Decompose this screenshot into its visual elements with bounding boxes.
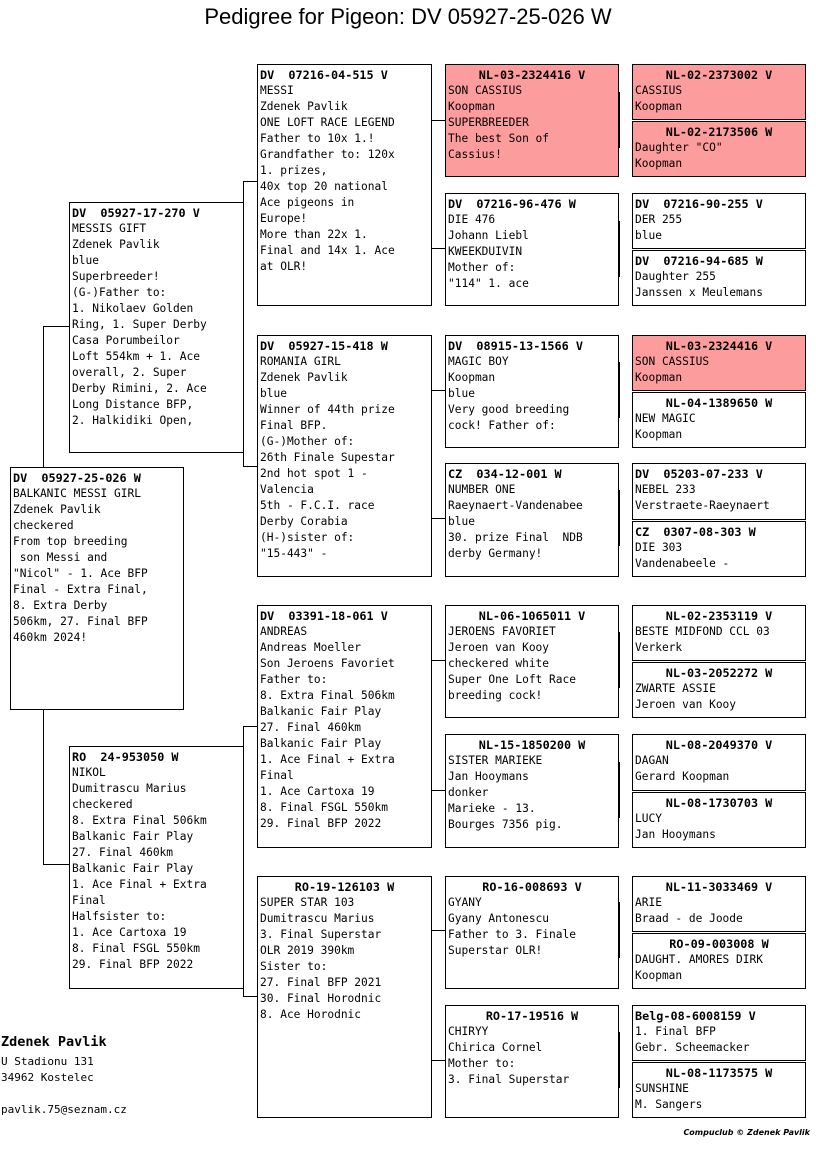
note: 27. Final BFP 2021 xyxy=(260,976,382,989)
name: LUCY xyxy=(635,812,662,825)
note: Father to: xyxy=(260,673,328,686)
note: 5th - F.C.I. race xyxy=(260,499,375,512)
breeder: Gerard Koopman xyxy=(635,770,730,783)
note: 3. Final Superstar xyxy=(448,1073,570,1086)
breeder: Dumitrascu Marius xyxy=(72,782,187,795)
breeder: Koopman xyxy=(448,371,496,384)
ring-number: DV 07216-90-255 V xyxy=(635,197,763,211)
breeder: Zdenek Pavlik xyxy=(72,238,160,251)
ancestor-card[interactable] xyxy=(632,876,806,932)
note: Father to 10x 1.! xyxy=(260,132,375,145)
note: 2. Halkidiki Open, xyxy=(72,414,194,427)
breeder: Vandenabeele - xyxy=(635,557,730,570)
ring-number: NL-03-2324416 V xyxy=(478,68,586,82)
connector xyxy=(43,864,70,865)
note: 1. Ace Cartoxa 19 xyxy=(72,926,187,939)
connector xyxy=(431,390,445,391)
breeder: Gebr. Scheemacker xyxy=(635,1041,750,1054)
breeder: Jeroen van Kooy xyxy=(635,698,737,711)
father-card[interactable] xyxy=(69,202,244,453)
ancestor-card[interactable] xyxy=(632,933,806,989)
ring-number: RO-17-19516 W xyxy=(485,1009,579,1023)
note: 1. Ace Cartoxa 19 xyxy=(260,785,375,798)
note: Derby Corabia xyxy=(260,515,348,528)
breeder: Koopman xyxy=(448,100,496,113)
name: DIE 303 xyxy=(635,541,683,554)
note: "114" 1. ace xyxy=(448,277,529,290)
ring-number: DV 05927-25-026 W xyxy=(13,471,141,485)
connector xyxy=(431,930,445,931)
note: Marieke - 13. xyxy=(448,802,536,815)
note: Long Distance BFP, xyxy=(72,398,194,411)
ring-number: DV 05927-17-270 V xyxy=(72,206,200,220)
name: SUPER STAR 103 xyxy=(260,896,355,909)
ring-number: RO-09-003008 W xyxy=(669,937,769,951)
note: 8. Final FSGL 550km xyxy=(260,801,388,814)
great-grandparent-card[interactable] xyxy=(445,876,619,989)
ring-number: NL-02-2373002 V xyxy=(665,68,773,82)
color: blue xyxy=(635,229,662,242)
note: 8. Extra Final 506km xyxy=(260,689,395,702)
breeder: Zdenek Pavlik xyxy=(260,371,348,384)
note: Final xyxy=(72,894,106,907)
color: checkered xyxy=(72,798,133,811)
connector xyxy=(43,326,44,468)
color: checkered white xyxy=(448,657,550,670)
note: The best Son of xyxy=(448,132,550,145)
note: (H-)sister of: xyxy=(260,531,355,544)
software-credit: Compuclub © Zdenek Pavlik xyxy=(683,1128,810,1137)
note: son Messi and xyxy=(13,551,108,564)
note: Father to 3. Finale xyxy=(448,928,576,941)
grandparent-card[interactable] xyxy=(257,64,432,306)
name: MAGIC BOY xyxy=(448,355,509,368)
connector xyxy=(431,518,445,519)
connector xyxy=(243,181,258,182)
note: Mother of: xyxy=(448,261,516,274)
ring-number: NL-03-2324416 V xyxy=(665,339,773,353)
note: Son Jeroens Favoriet xyxy=(260,657,395,670)
ring-number: RO-19-126103 W xyxy=(294,880,395,894)
note: Balkanic Fair Play xyxy=(72,862,194,875)
great-grandparent-card[interactable] xyxy=(445,193,619,306)
breeder: Raeynaert-Vandenabee xyxy=(448,499,583,512)
color: blue xyxy=(448,515,475,528)
ring-number: DV 07216-96-476 W xyxy=(448,197,576,211)
name: SISTER MARIEKE xyxy=(448,754,543,767)
note: 30. Final Horodnic xyxy=(260,992,382,1005)
name: ZWARTE ASSIE xyxy=(635,682,716,695)
connector xyxy=(431,790,445,791)
note: derby Germany! xyxy=(448,547,543,560)
ring-number: DV 03391-18-061 V xyxy=(260,609,388,623)
ring-number: DV 05203-07-233 V xyxy=(635,467,763,481)
breeder-street: U Stadionu 131 xyxy=(1,1055,94,1068)
name: CHIRYY xyxy=(448,1025,489,1038)
color: blue xyxy=(72,254,99,267)
name: CASSIUS xyxy=(635,84,683,97)
name: ARIE xyxy=(635,896,662,909)
color: donker xyxy=(448,786,489,799)
name: Daughter "CO" xyxy=(635,141,723,154)
ancestor-card[interactable] xyxy=(632,792,806,848)
note: 1. Ace Final + Extra xyxy=(260,753,395,766)
note: Mother to: xyxy=(448,1057,516,1070)
note: Casa Porumbeilor xyxy=(72,334,180,347)
name: NUMBER ONE xyxy=(448,483,516,496)
subject-pigeon-card[interactable] xyxy=(10,467,184,710)
name: NEBEL 233 xyxy=(635,483,696,496)
note: at OLR! xyxy=(260,260,308,273)
note: 8. Ace Horodnic xyxy=(260,1008,362,1021)
name: 1. Final BFP xyxy=(635,1025,716,1038)
ancestor-card[interactable] xyxy=(632,734,806,791)
breeder-email[interactable]: pavlik.75@seznam.cz xyxy=(1,1103,127,1116)
note: OLR 2019 390km xyxy=(260,944,355,957)
breeder: Koopman xyxy=(635,371,683,384)
note: Superbreeder! xyxy=(72,270,160,283)
name: NIKOL xyxy=(72,766,106,779)
note: cock! Father of: xyxy=(448,419,556,432)
ancestor-card[interactable] xyxy=(632,64,806,120)
note: (G-)Father to: xyxy=(72,286,167,299)
note: 1. Ace Final + Extra xyxy=(72,878,207,891)
ring-number: CZ 0307-08-303 W xyxy=(635,525,756,539)
breeder: Jeroen van Kooy xyxy=(448,641,550,654)
name: MESSI xyxy=(260,84,294,97)
ring-number: DV 08915-13-1566 V xyxy=(448,339,583,353)
breeder: Dumitrascu Marius xyxy=(260,912,375,925)
connector xyxy=(431,660,445,661)
ring-number: NL-06-1065011 V xyxy=(478,609,586,623)
note: From top breeding xyxy=(13,535,128,548)
connector xyxy=(243,466,258,467)
breeder-name: Zdenek Pavlik xyxy=(1,1034,107,1050)
note: 30. prize Final NDB xyxy=(448,531,583,544)
note: 8. Extra Derby xyxy=(13,599,108,612)
note: SUPERBREEDER xyxy=(448,116,529,129)
ring-number: RO 24-953050 W xyxy=(72,750,179,764)
note: More than 22x 1. xyxy=(260,228,368,241)
breeder: Jan Hooymans xyxy=(448,770,529,783)
note: Derby Rimini, 2. Ace xyxy=(72,382,207,395)
note: Cassius! xyxy=(448,148,502,161)
note: Very good breeding xyxy=(448,403,570,416)
note: 29. Final BFP 2022 xyxy=(72,958,194,971)
note: 27. Final 460km xyxy=(260,721,362,734)
grandparent-card[interactable] xyxy=(257,876,432,1118)
name: BESTE MIDFOND CCL 03 xyxy=(635,625,770,638)
ancestor-card[interactable] xyxy=(632,521,806,577)
connector xyxy=(619,221,620,277)
note: 26th Finale Supestar xyxy=(260,451,395,464)
note: Super One Loft Race xyxy=(448,673,576,686)
note: 27. Final 460km xyxy=(72,846,174,859)
note: breeding cock! xyxy=(448,689,543,702)
connector xyxy=(43,709,44,864)
ring-number: DV 05927-15-418 W xyxy=(260,339,388,353)
note: Ace pigeons in xyxy=(260,196,355,209)
note: Europe! xyxy=(260,212,308,225)
note: "Nicol" - 1. Ace BFP xyxy=(13,567,148,580)
note: Final and 14x 1. Ace xyxy=(260,244,395,257)
ring-number: NL-08-1730703 W xyxy=(665,796,773,810)
name: MESSIS GIFT xyxy=(72,222,147,235)
ring-number: RO-16-008693 V xyxy=(482,880,582,894)
ancestor-card[interactable] xyxy=(632,335,806,391)
ring-number: DV 07216-94-685 W xyxy=(635,254,763,268)
great-grandparent-card[interactable] xyxy=(445,734,619,848)
ring-number: NL-04-1389650 W xyxy=(665,396,773,410)
ring-number: NL-02-2353119 V xyxy=(665,609,773,623)
connector xyxy=(43,326,70,327)
note: Winner of 44th prize xyxy=(260,403,395,416)
ring-number: NL-02-2173506 W xyxy=(665,125,773,139)
breeder: M. Sangers xyxy=(635,1098,703,1111)
note: 2nd hot spot 1 - xyxy=(260,467,368,480)
name: Daughter 255 xyxy=(635,270,716,283)
note: Final - Extra Final, xyxy=(13,583,148,596)
name: SUNSHINE xyxy=(635,1082,689,1095)
ancestor-card[interactable] xyxy=(632,1062,806,1118)
note: Balkanic Fair Play xyxy=(260,737,382,750)
note: Balkanic Fair Play xyxy=(260,705,382,718)
note: 1. prizes, xyxy=(260,164,328,177)
connector xyxy=(619,92,620,148)
ancestor-card[interactable] xyxy=(632,1005,806,1061)
note: KWEEKDUIVIN xyxy=(448,245,523,258)
note: Superstar OLR! xyxy=(448,944,543,957)
note: 8. Extra Final 506km xyxy=(72,814,207,827)
note: Grandfather to: 120x xyxy=(260,148,395,161)
connector xyxy=(619,902,620,958)
breeder: Chirica Cornel xyxy=(448,1041,543,1054)
name: DAUGHT. AMORES DIRK xyxy=(635,953,763,966)
name: DIE 476 xyxy=(448,213,496,226)
name: NEW MAGIC xyxy=(635,412,696,425)
connector xyxy=(243,996,258,997)
note: 460km 2024! xyxy=(13,631,88,644)
great-grandparent-card[interactable] xyxy=(445,335,619,448)
great-grandparent-card[interactable] xyxy=(445,64,619,177)
note: Ring, 1. Super Derby xyxy=(72,318,207,331)
note: 1. Nikolaev Golden xyxy=(72,302,194,315)
connector xyxy=(619,490,620,546)
grandparent-card[interactable] xyxy=(257,335,432,577)
name: GYANY xyxy=(448,896,482,909)
name: BALKANIC MESSI GIRL xyxy=(13,487,141,500)
ring-number: NL-08-1173575 W xyxy=(665,1066,773,1080)
note: overall, 2. Super xyxy=(72,366,187,379)
ancestor-card[interactable] xyxy=(632,193,806,249)
ring-number: NL-03-2052272 W xyxy=(665,666,773,680)
name: ANDREAS xyxy=(260,625,308,638)
connector xyxy=(619,1032,620,1088)
breeder: Andreas Moeller xyxy=(260,641,362,654)
ring-number: NL-11-3033469 V xyxy=(665,880,773,894)
note: Final BFP. xyxy=(260,419,328,432)
name: JEROENS FAVORIET xyxy=(448,625,556,638)
breeder: Koopman xyxy=(635,157,683,170)
name: SON CASSIUS xyxy=(635,355,710,368)
breeder: Verstraete-Raeynaert xyxy=(635,499,770,512)
ancestor-card[interactable] xyxy=(632,392,806,448)
note: 29. Final BFP 2022 xyxy=(260,817,382,830)
ring-number: DV 07216-04-515 V xyxy=(260,68,388,82)
breeder: Jan Hooymans xyxy=(635,828,716,841)
connector xyxy=(619,362,620,418)
note: ONE LOFT RACE LEGEND xyxy=(260,116,395,129)
page-title: Pedigree for Pigeon: DV 05927-25-026 W xyxy=(204,4,612,29)
breeder: Koopman xyxy=(635,969,683,982)
note: Loft 554km + 1. Ace xyxy=(72,350,200,363)
connector xyxy=(243,726,258,727)
breeder: Koopman xyxy=(635,100,683,113)
breeder: Koopman xyxy=(635,428,683,441)
color: blue xyxy=(260,387,287,400)
ancestor-card[interactable] xyxy=(632,250,806,306)
ring-number: NL-15-1850200 W xyxy=(478,738,586,752)
connector xyxy=(619,632,620,688)
ring-number: Belg-08-6008159 V xyxy=(635,1009,756,1023)
note: Halfsister to: xyxy=(72,910,167,923)
grandparent-card[interactable] xyxy=(257,605,432,848)
connector xyxy=(431,248,445,249)
note: 506km, 27. Final BFP xyxy=(13,615,148,628)
breeder: Zdenek Pavlik xyxy=(260,100,348,113)
name: DAGAN xyxy=(635,754,669,767)
connector xyxy=(431,120,445,121)
name: DER 255 xyxy=(635,213,683,226)
breeder: Janssen x Meulemans xyxy=(635,286,763,299)
breeder: Braad - de Joode xyxy=(635,912,743,925)
connector xyxy=(619,762,620,818)
note: "15-443" - xyxy=(260,547,328,560)
ancestor-card[interactable] xyxy=(632,121,806,177)
name: SON CASSIUS xyxy=(448,84,523,97)
name: ROMANIA GIRL xyxy=(260,355,341,368)
note: Bourges 7356 pig. xyxy=(448,818,563,831)
note: (G-)Mother of: xyxy=(260,435,355,448)
connector xyxy=(431,1060,445,1061)
breeder-city: 34962 Kostelec xyxy=(1,1071,94,1084)
note: 3. Final Superstar xyxy=(260,928,382,941)
note: Final xyxy=(260,769,294,782)
note: Sister to: xyxy=(260,960,328,973)
color: blue xyxy=(448,387,475,400)
breeder: Johann Liebl xyxy=(448,229,529,242)
mother-card[interactable] xyxy=(69,746,244,989)
great-grandparent-card[interactable] xyxy=(445,1005,619,1118)
breeder: Zdenek Pavlik xyxy=(13,503,101,516)
color: checkered xyxy=(13,519,74,532)
breeder: Gyany Antonescu xyxy=(448,912,550,925)
ancestor-card[interactable] xyxy=(632,463,806,520)
ancestor-card[interactable] xyxy=(632,662,806,718)
ancestor-card[interactable] xyxy=(632,605,806,661)
note: Balkanic Fair Play xyxy=(72,830,194,843)
great-grandparent-card[interactable] xyxy=(445,605,619,718)
breeder-info xyxy=(1,1034,241,1118)
note: 8. Final FSGL 550km xyxy=(72,942,200,955)
ring-number: NL-08-2049370 V xyxy=(665,738,773,752)
ring-number: CZ 034-12-001 W xyxy=(448,467,562,481)
breeder: Verkerk xyxy=(635,641,683,654)
note: 40x top 20 national xyxy=(260,180,388,193)
note: Valencia xyxy=(260,483,314,496)
great-grandparent-card[interactable] xyxy=(445,463,619,577)
